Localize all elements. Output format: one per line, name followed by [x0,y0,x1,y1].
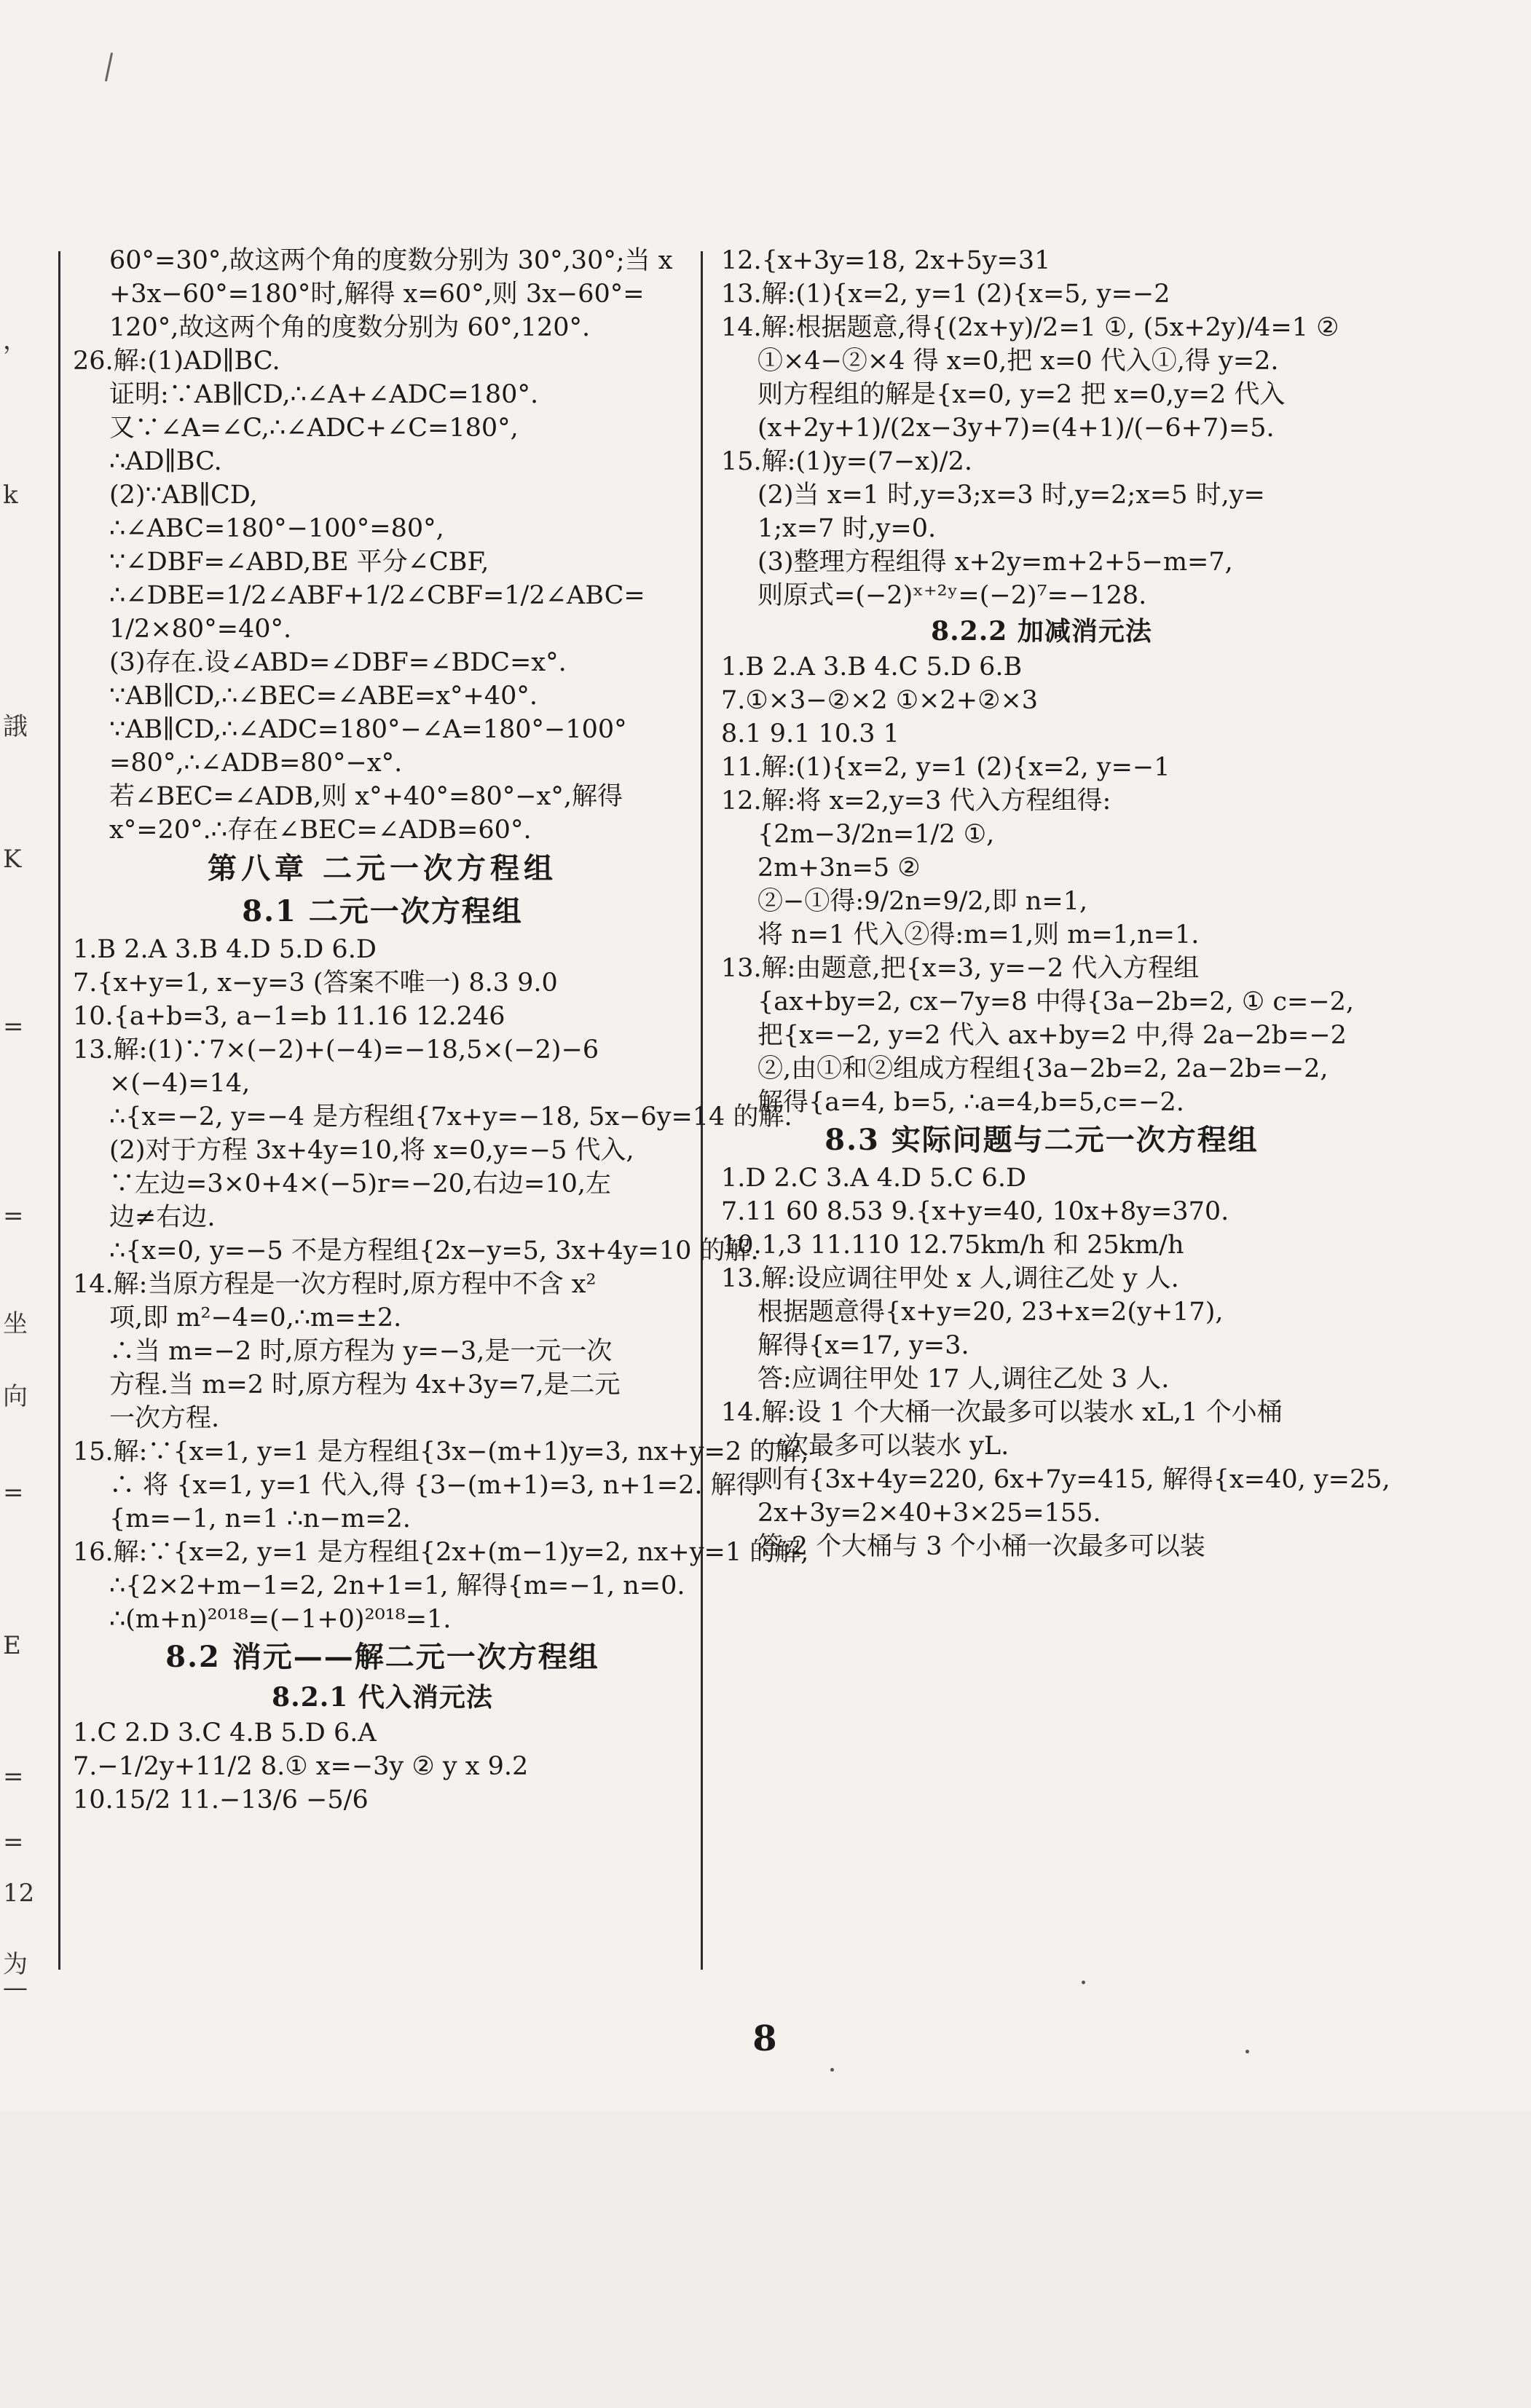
answer-line: 8.1 9.1 10.3 1 [721,719,900,749]
answer-line: x°=20°.∴存在∠BEC=∠ADB=60°. [109,816,532,845]
section-heading: 8.2.2 加减消元法 [931,616,1152,647]
answer-line: (3)整理方程组得 x+2y=m+2+5−m=7, [757,548,1233,577]
answer-line: 1.B 2.A 3.B 4.C 5.D 6.B [721,652,1023,682]
answer-line: (2)当 x=1 时,y=3;x=3 时,y=2;x=5 时,y= [757,481,1265,510]
answer-line: 15.解:(1)y=(7−x)/2. [721,447,972,476]
column-rule-left [58,251,60,1970]
answer-line: 2m+3n=5 ② [757,853,921,883]
answer-line: 把{x=−2, y=2 代入 ax+by=2 中,得 2a−2b=−2 [757,1021,1347,1050]
cropped-edge-text: 誐 [3,712,28,741]
answer-line: 1/2×80°=40°. [109,615,292,644]
section-heading: 8.2 消元——解二元一次方程组 [165,1640,599,1674]
answer-line: 又∵∠A=∠C,∴∠ADC+∠C=180°, [109,414,519,443]
answer-line: =80°,∴∠ADB=80°−x°. [109,749,403,778]
cropped-edge-text: 为 [3,1950,28,1979]
answer-line: 60°=30°,故这两个角的度数分别为 30°,30°;当 x [109,246,673,275]
cropped-edge-text: 坐 [3,1309,28,1338]
cropped-edge-text: = [3,1201,24,1231]
answer-line: (3)存在.设∠ABD=∠DBF=∠BDC=x°. [109,648,567,677]
answer-line: ∴{2×2+m−1=2, 2n+1=1, 解得{m=−1, n=0. [109,1571,685,1600]
cropped-edge-text: = [3,1762,24,1791]
cropped-edge-text: = [3,1478,24,1507]
section-heading: 8.2.1 代入消元法 [272,1682,493,1713]
cropped-edge-text: = [3,1012,24,1041]
answer-line: 10.1,3 11.110 12.75km/h 和 25km/h [721,1231,1184,1260]
answer-line: ②,由①和②组成方程组{3a−2b=2, 2a−2b=−2, [757,1054,1329,1083]
answer-line: 1.B 2.A 3.B 4.D 5.D 6.D [73,935,377,964]
answer-line: ∴{x=−2, y=−4 是方程组{7x+y=−18, 5x−6y=14 的解. [109,1102,792,1132]
answer-line: ①×4−②×4 得 x=0,把 x=0 代入①,得 y=2. [757,347,1279,376]
answer-line: 1;x=7 时,y=0. [757,514,937,543]
cropped-edge-text: ， [3,326,28,355]
answer-line: 120°,故这两个角的度数分别为 60°,120°. [109,313,591,342]
answer-line: +3x−60°=180°时,解得 x=60°,则 3x−60°= [109,280,645,309]
answer-line: 26.解:(1)AD∥BC. [73,347,280,376]
answer-line: 项,即 m²−4=0,∴m=±2. [109,1303,402,1333]
pen-mark [105,52,113,82]
answer-line: 证明:∵AB∥CD,∴∠A+∠ADC=180°. [109,380,539,409]
cropped-edge-text: 12 [3,1879,35,1908]
answer-line: 7.−1/2y+11/2 8.① x=−3y ② y x 9.2 [73,1752,529,1781]
answer-line: ∴∠ABC=180°−100°=80°, [109,514,444,543]
answer-line: 根据题意得{x+y=20, 23+x=2(y+17), [757,1298,1224,1327]
answer-line: 方程.当 m=2 时,原方程为 4x+3y=7,是二元 [109,1370,621,1400]
answer-line: 则有{3x+4y=220, 6x+7y=415, 解得{x=40, y=25, [757,1465,1390,1494]
answer-line: 12.{x+3y=18, 2x+5y=31 [721,246,1051,275]
answer-line: 13.解:设应调往甲处 x 人,调往乙处 y 人. [721,1264,1179,1293]
answer-line: 2x+3y=2×40+3×25=155. [757,1499,1101,1528]
answer-line: ∴(m+n)²⁰¹⁸=(−1+0)²⁰¹⁸=1. [109,1605,452,1634]
answer-line: 13.解:(1){x=2, y=1 (2){x=5, y=−2 [721,280,1170,309]
left-edge-fragments [0,240,51,2002]
answer-line: ∵AB∥CD,∴∠ADC=180°−∠A=180°−100° [109,715,627,744]
answer-line: 则方程组的解是{x=0, y=2 把 x=0,y=2 代入 [757,380,1286,409]
answer-line: 14.解:根据题意,得{(2x+y)/2=1 ①, (5x+2y)/4=1 ② [721,313,1339,342]
paper-speck [1245,2050,1249,2053]
answer-line: 13.解:由题意,把{x=3, y=−2 代入方程组 [721,954,1200,983]
page-number: 8 [752,2018,777,2059]
answer-line: ∴ 将 {x=1, y=1 代入,得 {3−(m+1)=3, n+1=2. 解得 [109,1471,762,1500]
answer-line: 解得{x=17, y=3. [757,1331,969,1360]
answer-line: ∴AD∥BC. [109,447,222,476]
answer-line: 7.11 60 8.53 9.{x+y=40, 10x+8y=370. [721,1197,1229,1226]
answer-line: 7.①×3−②×2 ①×2+②×3 [721,686,1039,715]
answer-line: ∵∠DBF=∠ABD,BE 平分∠CBF, [109,548,489,577]
answer-line: 10.{a+b=3, a−1=b 11.16 12.246 [73,1002,505,1031]
answer-line: (2)对于方程 3x+4y=10,将 x=0,y=−5 代入, [109,1136,634,1165]
answer-line: ∴∠DBE=1/2∠ABF+1/2∠CBF=1/2∠ABC= [109,581,645,610]
answer-line: 若∠BEC=∠ADB,则 x°+40°=80°−x°,解得 [109,782,623,811]
answer-line: 将 n=1 代入②得:m=1,则 m=1,n=1. [757,920,1200,950]
answer-line: 15.解:∵{x=1, y=1 是方程组{3x−(m+1)y=3, nx+y=2 的解, [73,1437,809,1466]
left-answer-column [73,244,809,1817]
answer-line: 1.D 2.C 3.A 4.D 5.C 6.D [721,1164,1027,1193]
answer-line: 16.解:∵{x=2, y=1 是方程组{2x+(m−1)y=2, nx+y=1 的解, [73,1538,809,1567]
answer-line: (x+2y+1)/(2x−3y+7)=(4+1)/(−6+7)=5. [757,414,1275,443]
answer-line: {m=−1, n=1 ∴n−m=2. [109,1504,411,1533]
cropped-edge-text: k [3,481,18,510]
answer-line: 答:应调往甲处 17 人,调往乙处 3 人. [757,1365,1170,1394]
cropped-edge-text: = [3,1828,24,1857]
answer-line: ∵AB∥CD,∴∠BEC=∠ABE=x°+40°. [109,682,538,711]
answer-line: 答:2 个大桶与 3 个小桶一次最多可以装 [757,1532,1205,1561]
cropped-edge-text: E [3,1631,21,1660]
section-heading: 8.1 二元一次方程组 [242,894,523,928]
answer-line: 12.解:将 x=2,y=3 代入方程组得: [721,786,1111,816]
answer-line: (2)∵AB∥CD, [109,481,258,510]
answer-line: ②−①得:9/2n=9/2,即 n=1, [757,887,1088,916]
answer-line: 14.解:当原方程是一次方程时,原方程中不含 x² [73,1270,597,1299]
paper-speck [830,2068,834,2072]
blank-scan-area [0,2112,1531,2408]
answer-line: 一次最多可以装水 yL. [757,1432,1009,1461]
section-heading: 第八章 二元一次方程组 [208,851,557,885]
cropped-edge-text: — [3,1973,28,2002]
answer-line: 解得{a=4, b=5, ∴a=4,b=5,c=−2. [757,1088,1184,1117]
section-heading: 8.3 实际问题与二元一次方程组 [824,1123,1259,1157]
answer-line: 则原式=(−2)ˣ⁺²ʸ=(−2)⁷=−128. [757,581,1147,610]
paper-speck [1082,1981,1085,1984]
answer-line: 一次方程. [109,1404,220,1433]
answer-line: 7.{x+y=1, x−y=3 (答案不唯一) 8.3 9.0 [73,968,558,998]
answer-line: 边≠右边. [109,1203,216,1232]
answer-line: ×(−4)=14, [109,1069,251,1098]
answer-line: 1.C 2.D 3.C 4.B 5.D 6.A [73,1718,377,1748]
answer-line: ∴{x=0, y=−5 不是方程组{2x−y=5, 3x+4y=10 的解. [109,1236,759,1266]
answer-line: 11.解:(1){x=2, y=1 (2){x=2, y=−1 [721,753,1170,782]
answer-line: 13.解:(1)∵7×(−2)+(−4)=−18,5×(−2)−6 [73,1035,599,1065]
answer-line: ∵左边=3×0+4×(−5)r=−20,右边=10,左 [109,1169,612,1199]
right-answer-column [721,244,1390,1563]
answer-line: {2m−3/2n=1/2 ①, [757,820,995,849]
answer-line: 14.解:设 1 个大桶一次最多可以装水 xL,1 个小桶 [721,1398,1283,1427]
answer-line: {ax+by=2, cx−7y=8 中得{3a−2b=2, ① c=−2, [757,987,1355,1017]
answer-line: ∴当 m=−2 时,原方程为 y=−3,是一元一次 [109,1337,613,1366]
answer-line: 10.15/2 11.−13/6 −5/6 [73,1785,369,1815]
cropped-edge-text: K [3,845,22,874]
cropped-edge-text: 向 [3,1382,28,1411]
